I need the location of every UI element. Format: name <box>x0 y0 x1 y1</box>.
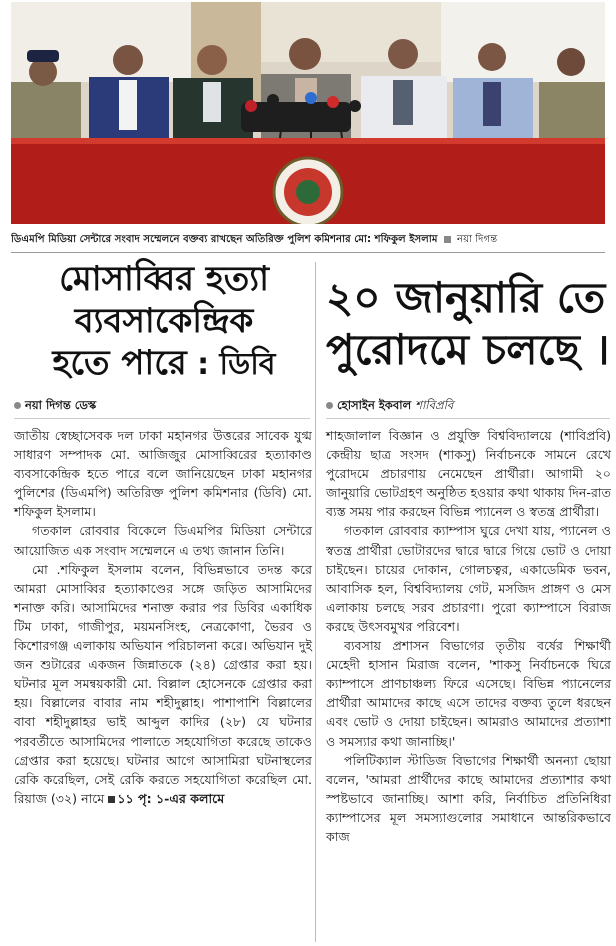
divider <box>14 418 310 419</box>
left-article-body <box>14 426 312 808</box>
left-headline-line3-main: হতে পারে <box>52 343 187 383</box>
left-headline-line3-tail: : ডিবি <box>186 347 276 382</box>
column-divider <box>315 262 316 942</box>
caption-credit: নয়া দিগন্ত <box>456 234 498 245</box>
right-article-body <box>326 426 611 846</box>
right-paragraph-4: পলিটিক্যাল স্টাডিজ বিভাগের শিক্ষার্থী অনন্যা ছোয়া বলেন, 'আমরা প্রার্থীদের কাছে আমাদের প্রত্যাশার কথা স্পষ্টভাবে জানাচ্ছি। আশা করি, নির্বাচিত প্রতিনিধিরা ক্যাম্পাসের মূল সমস্যাগুলোর সমাধানে আন্তরিকভাবে কাজ <box>326 752 611 844</box>
left-headline-line1: মোসাব্বির হত্যা <box>59 259 269 299</box>
square-bullet-icon <box>444 236 451 243</box>
right-byline-place: শাবিপ্রবি <box>415 398 454 412</box>
right-headline <box>326 272 616 376</box>
left-headline-line2: ব্যবসাকেন্দ্রিক <box>74 301 254 341</box>
right-byline <box>326 397 616 416</box>
divider <box>326 418 610 419</box>
left-paragraph-1: জাতীয় স্বেচ্ছাসেবক দল ঢাকা মহানগর উত্তরের সাবেক যুগ্ম সাধারণ সম্পাদক মো. আজিজুর মোসাব্বিরের হত্যাকাণ্ড ব্যবসাকেন্দ্রিক হতে পারে বলে জানিয়েছেন ঢাকা মহানগর পুলিশের (ডিএমপি) অতিরিক্ত পুলিশ কমিশনার (ডিবি) মো. শফিকুল ইসলাম। <box>14 428 312 520</box>
right-byline-name: হোসাইন ইকবাল <box>337 398 412 412</box>
left-headline <box>14 258 314 386</box>
left-paragraph-2: গতকাল রোববার বিকেলে ডিএমপির মিডিয়া সেন্টারে আয়োজিত এক সংবাদ সম্মেলনে এ তথ্য জানান তিনি। <box>14 523 312 558</box>
left-byline <box>14 397 314 416</box>
divider <box>11 252 605 253</box>
right-paragraph-1: শাহজালাল বিজ্ঞান ও প্রযুক্তি বিশ্ববিদ্যালয়ে (শাবিপ্রবি) কেন্দ্রীয় ছাত্র সংসদ (শাকসু) নির্বাচনকে সামনে রেখে পুরোদমে প্রচারণায় নেমেছেন প্রার্থীরা। আগামী ২০ জানুয়ারি ভোটগ্রহণ অনুষ্ঠিত হওয়ার কথা থাকায় দিন-রাত ব্যস্ত সময় পার করছেন বিভিন্ন প্যানেল ও স্বতন্ত্র প্রার্থীরা। <box>326 428 611 520</box>
left-headline-line3 <box>14 342 314 386</box>
caption-text: ডিএমপি মিডিয়া সেন্টারে সংবাদ সম্মেলনে বক্তব্য রাখছেন অতিরিক্ত পুলিশ কমিশনার মো: শফিকুল ইসলাম <box>11 234 438 245</box>
square-bullet-icon <box>108 796 115 803</box>
right-paragraph-3: ব্যবসায় প্রশাসন বিভাগের তৃতীয় বর্ষের শিক্ষার্থী মেহেদী হাসান মিরাজ বলেন, 'শাকসু নির্বাচনকে ঘিরে ক্যাম্পাসে প্রাণচাঞ্চল্য ফিরে এসেছে। বিভিন্ন প্যানেলের প্রার্থীরা আমাদের কাছে এসে তাদের বক্তব্য তুলে ধরছেন এবং ভোট ও দোয়া চাইছেন। আমরাও আমাদের প্রত্যাশা ও সমস্যার কথা জানাচ্ছি।' <box>326 638 611 749</box>
left-paragraph-3-text: মো .শফিকুল ইসলাম বলেন, বিভিন্নভাবে তদন্ত করে আমরা মোসাব্বির হত্যাকাণ্ডের সঙ্গে জড়িত আসামিদের শনাক্ত করি। আসামিদের শনাক্ত করার পর ডিবির একাধিক টিম ঢাকা, গাজীপুর, ময়মনসিংহ, নেত্রকোণা, ভৈরব ও কিশোরগঞ্জ এলাকায় অভিযান পরিচালনা করে। অভিযান দুই জন শুটারের একজন জিন্নাতকে (২৪) গ্রেপ্তার করা হয়। ঘটনার মূল সমন্বয়কারী মো. বিল্লাল হোসেনকে গ্রেপ্তার করা হয়। বিল্লালের বাবার নাম শহীদুল্লাহ। পাশাপাশি বিল্লালের বাবা শহীদুল্লাহর ভাই আব্দুল কাদির (২৮) যে ঘটনার পরবর্তীতে আসামিদের পালাতে সহযোগিতা করেছে তাকেও গ্রেপ্তার করা হয়েছে। ঘটনার আগে আসামিরা ঘটনাস্থলের রেকি করেছিল, সেই রেকি করতে সহযোগিতা করেছিল মো. রিয়াজ (৩২) নামে <box>14 561 313 806</box>
dot-bullet-icon <box>14 402 21 409</box>
photo-caption <box>11 231 605 249</box>
left-byline-text: নয়া দিগন্ত ডেস্ক <box>25 398 97 412</box>
right-headline-line1: ২০ জানুয়ারি তে <box>326 273 606 322</box>
left-paragraph-3 <box>14 560 312 808</box>
right-headline-line2: পুরোদমে চলছে । <box>326 325 610 374</box>
jump-text: ১১ পৃ: ১-এর কলামে <box>117 790 225 806</box>
press-conference-photo <box>11 2 605 224</box>
right-paragraph-2: গতকাল রোববার ক্যাম্পাস ঘুরে দেখা যায়, প্যানেল ও স্বতন্ত্র প্রার্থীরা ভোটারদের দ্বারে দ্বারে গিয়ে ভোট ও দোয়া চাইছেন। চায়ের দোকান, গোলচত্বর, একাডেমিক ভবন, আবাসিক হল, বিশ্ববিদ্যালয় গেট, মসজিদ প্রাঙ্গণ ও মেস এলাকায় চলছে সরব প্রচারণা। পুরো ক্যাম্পাসে বিরাজ করছে উৎসবমুখর পরিবেশ। <box>326 523 611 634</box>
dot-bullet-icon <box>326 402 333 409</box>
continuation-jump[interactable] <box>104 791 224 806</box>
